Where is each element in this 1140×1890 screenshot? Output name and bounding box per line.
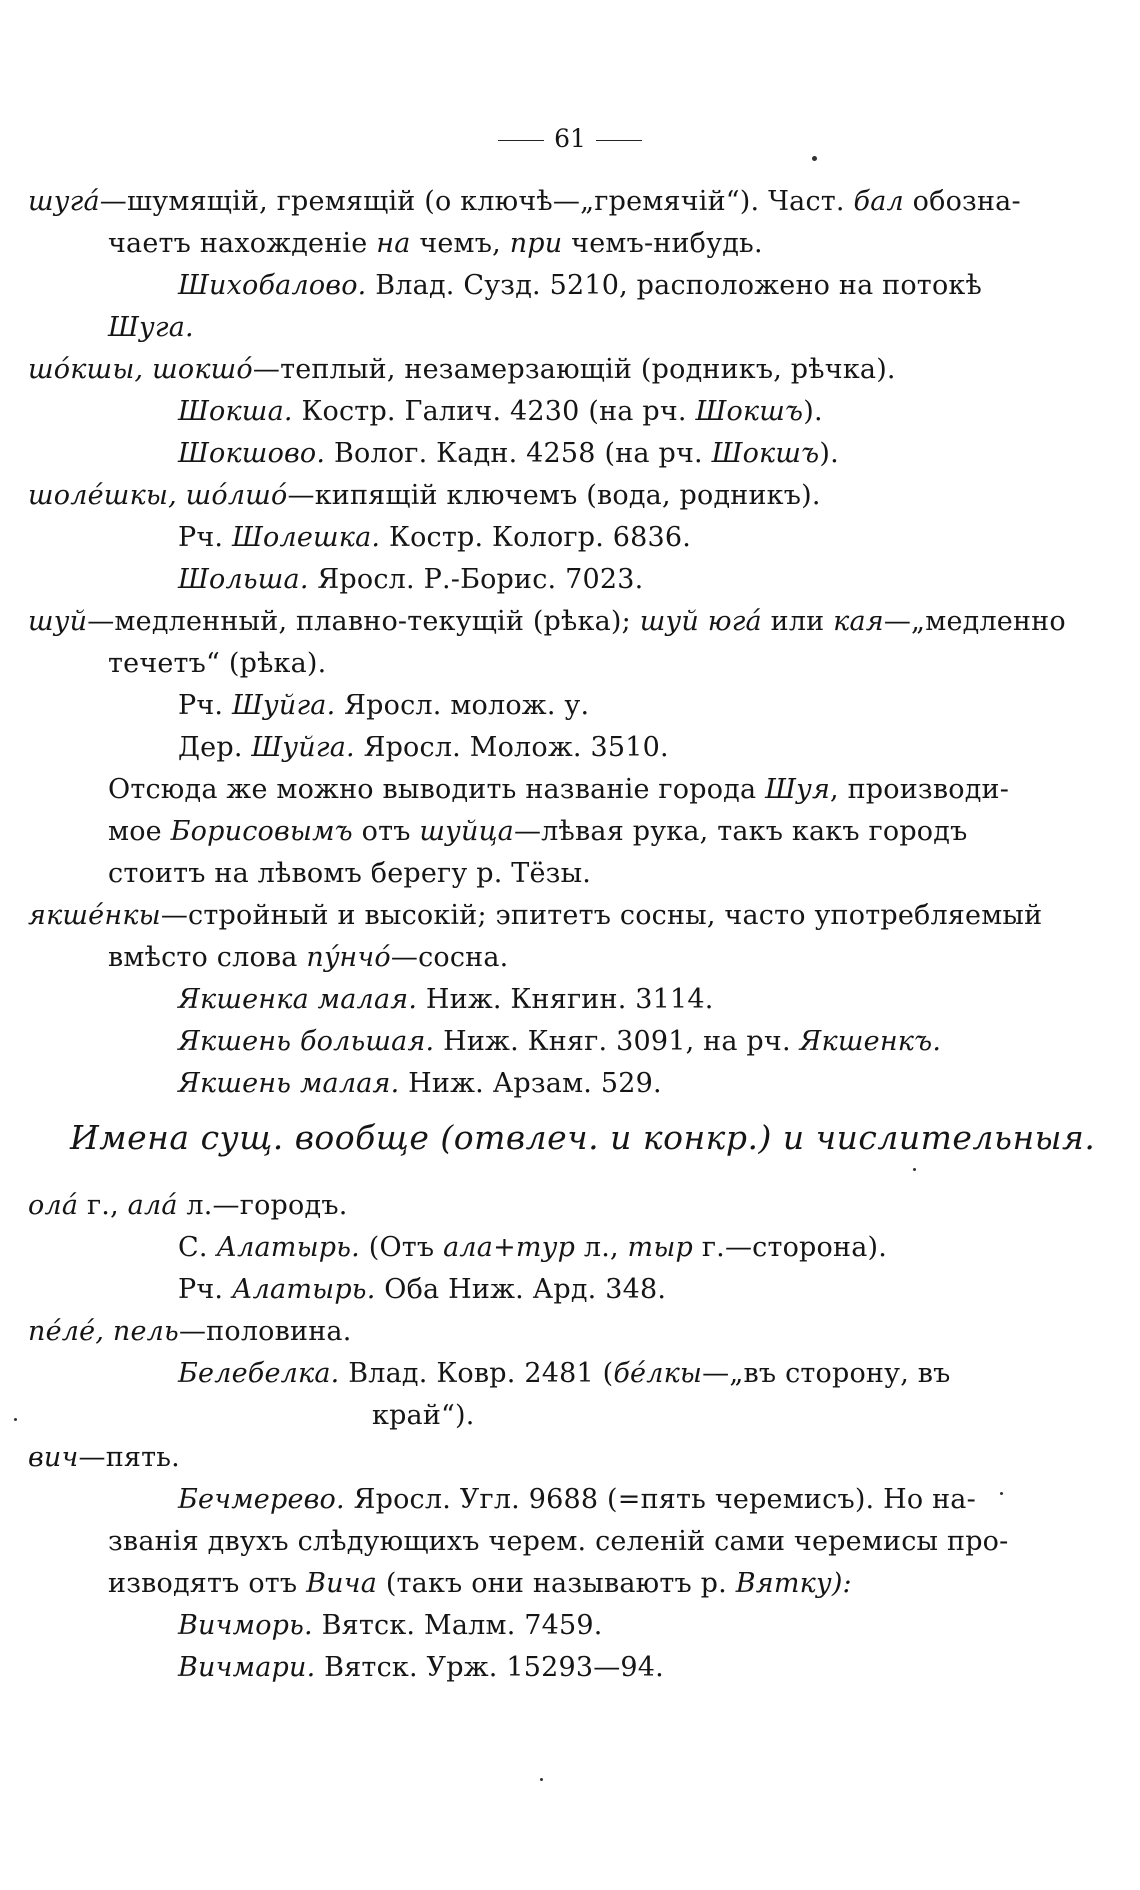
text-run: Рч.	[178, 690, 232, 721]
text-line	[108, 1522, 1008, 1562]
text-run: чемъ,	[410, 228, 510, 259]
scan-speck	[540, 1778, 543, 1781]
headword: шолéшкы, шóлшó	[28, 480, 288, 511]
text-line	[178, 434, 839, 474]
text-run: —теплый, незамерзающій (родникъ, рѣчка).	[252, 354, 896, 385]
text-run: Волог. Кадн. 4258 (на рч.	[325, 438, 712, 469]
headword: шóкшы, шокшó	[28, 354, 253, 385]
text-run: Вятск. Малм. 7459.	[312, 1610, 603, 1641]
section-title: Имена сущ. вообще (отвлеч. и конкр.) и числительныя.	[70, 1118, 1096, 1157]
text-line	[28, 896, 1042, 936]
text-line	[28, 182, 1021, 222]
text-line	[178, 686, 589, 726]
text-run: —половина.	[178, 1316, 352, 1347]
text-run: —шумящій, гремящій (о ключѣ—„гремячій“). Част.	[99, 186, 854, 217]
text-run: течетъ“ (рѣка).	[108, 648, 327, 679]
text-run: Костр. Галич. 4230 (на рч.	[292, 396, 696, 427]
text-line	[108, 1564, 852, 1604]
text-run: стоитъ на лѣвомъ берегу р. Тёзы.	[108, 858, 592, 889]
text-run: —„въ сторону, въ	[702, 1358, 951, 1389]
text-run: Вятск. Урж. 15293—94.	[315, 1652, 664, 1683]
italic-word: пýнчó	[306, 942, 391, 973]
text-line	[178, 1648, 664, 1688]
text-line	[178, 980, 714, 1020]
page-number: 61	[554, 124, 586, 153]
italic-word: шуйцa	[419, 816, 514, 847]
place-name: Шолешка.	[231, 522, 381, 553]
text-run: званія двухъ слѣдующихъ черем. селеній сами черемисы про-	[108, 1526, 1009, 1557]
text-run: Яросл. молож. у.	[335, 690, 590, 721]
header-dash-right	[596, 140, 642, 141]
place-name: Вичморь.	[178, 1610, 313, 1641]
italic-word: Шуя	[765, 774, 831, 805]
text-line	[108, 224, 763, 264]
text-line	[178, 560, 643, 600]
text-run: Яросл. Угл. 9688 (=пять черемисъ). Но на-	[344, 1484, 976, 1515]
text-line	[178, 1064, 662, 1104]
text-run: обозна-	[903, 186, 1021, 217]
text-run: Яросл. Р.-Борис. 7023.	[308, 564, 644, 595]
italic-word: на	[376, 228, 411, 259]
text-run: чемъ-нибудь.	[562, 228, 763, 259]
text-line	[178, 1606, 603, 1646]
text-run: л.—городъ.	[177, 1190, 348, 1221]
place-name: Шуйга.	[231, 690, 336, 721]
text-run: (Отъ	[359, 1232, 444, 1263]
text-line	[28, 1312, 352, 1352]
scan-speck	[1000, 1492, 1003, 1495]
text-line	[178, 266, 982, 306]
text-run: Ниж. Арзам. 529.	[399, 1068, 662, 1099]
place-name: Якшенка малая.	[178, 984, 418, 1015]
place-name: Шихобалово.	[178, 270, 367, 301]
text-line	[108, 644, 326, 684]
italic-word: тыр	[627, 1232, 694, 1263]
text-run: —медленный, плавно-текущій (рѣка);	[87, 606, 640, 637]
italic-word: при	[509, 228, 563, 259]
italic-word: Вятку):	[735, 1568, 852, 1599]
place-name: Алатырь.	[231, 1274, 376, 1305]
text-line	[178, 728, 669, 768]
scan-speck	[14, 1418, 17, 1421]
text-run: л.,	[575, 1232, 628, 1263]
text-run: ).	[819, 438, 839, 469]
text-run: край“).	[372, 1400, 475, 1431]
headword: шугá	[28, 186, 100, 217]
text-run: —„медленно	[883, 606, 1066, 637]
text-run: Рч.	[178, 1274, 232, 1305]
italic-word: Вича	[306, 1568, 378, 1599]
text-run: —сосна.	[390, 942, 509, 973]
text-run: Отсюда же можно выводить названіе города	[108, 774, 766, 805]
text-run: Ниж. Княг. 3091, на рч.	[434, 1026, 800, 1057]
headword: олá	[28, 1190, 79, 1221]
text-run: г.—сторона).	[693, 1232, 888, 1263]
page-header	[0, 122, 1140, 156]
text-line	[28, 602, 1066, 642]
text-run: отъ	[352, 816, 420, 847]
text-line	[28, 1186, 347, 1226]
italic-word: Борисовымъ	[170, 816, 353, 847]
text-line	[178, 392, 823, 432]
text-line	[178, 1022, 941, 1062]
italic-word: Шокшъ	[695, 396, 804, 427]
italic-word: бéлкы	[613, 1358, 703, 1389]
text-run: Дер.	[178, 732, 252, 763]
text-line	[178, 1228, 887, 1268]
text-run: Ниж. Княгин. 3114.	[417, 984, 714, 1015]
text-run: Оба Ниж. Ард. 348.	[375, 1274, 667, 1305]
italic-word: кая	[833, 606, 884, 637]
headword: вич	[28, 1442, 79, 1473]
text-run: —лѣвая рука, такъ какъ городъ	[513, 816, 968, 847]
place-name: Вичмари.	[178, 1652, 316, 1683]
text-run: —кипящій ключемъ (вода, родникъ).	[287, 480, 821, 511]
scan-speck	[812, 156, 817, 161]
italic-word: бал	[853, 186, 904, 217]
text-run: Влад. Ковр. 2481 (	[339, 1358, 614, 1389]
text-run: —пять.	[78, 1442, 180, 1473]
text-run: вмѣсто слова	[108, 942, 307, 973]
place-name: Шуйга.	[251, 732, 355, 763]
text-run: (такъ они называютъ р.	[377, 1568, 736, 1599]
text-run: , производи-	[830, 774, 1010, 805]
text-run: изводятъ отъ	[108, 1568, 307, 1599]
text-line	[178, 1480, 976, 1520]
text-line	[108, 854, 591, 894]
text-run: г.,	[78, 1190, 128, 1221]
place-name: Шольша.	[178, 564, 309, 595]
italic-word: алá	[127, 1190, 178, 1221]
italic-word: шуй югá	[639, 606, 762, 637]
text-line	[108, 812, 967, 852]
headword: пéлé, пель	[28, 1316, 179, 1347]
text-line	[178, 1270, 666, 1310]
text-line	[372, 1396, 475, 1436]
italic-word: ала+тур	[443, 1232, 576, 1263]
text-line	[28, 476, 821, 516]
place-name: Шокшово.	[178, 438, 326, 469]
place-name: Бечмерево.	[178, 1484, 345, 1515]
text-run: Костр. Кологр. 6836.	[380, 522, 692, 553]
place-name: Якшень большая.	[178, 1026, 435, 1057]
text-run: Яросл. Молож. 3510.	[354, 732, 669, 763]
headword: якшéнкы	[28, 900, 161, 931]
italic-word: Шокшъ	[711, 438, 820, 469]
scan-speck	[913, 1168, 916, 1171]
place-name: Алатырь.	[216, 1232, 360, 1263]
text-run: мое	[108, 816, 171, 847]
place-name: Якшень малая.	[178, 1068, 400, 1099]
header-dash-left	[498, 140, 544, 141]
text-run: Рч.	[178, 522, 232, 553]
text-line	[28, 350, 896, 390]
italic-word: Якшенкъ.	[799, 1026, 942, 1057]
text-run: Влад. Сузд. 5210, расположено на потокѣ	[366, 270, 982, 301]
text-run: или	[761, 606, 834, 637]
place-name: Шокша.	[178, 396, 293, 427]
text-run: чаетъ нахожденіе	[108, 228, 377, 259]
text-line	[108, 938, 508, 978]
text-line	[28, 1438, 180, 1478]
text-run: —стройный и высокій; эпитетъ сосны, часто употребляемый	[160, 900, 1043, 931]
place-name: Шуга.	[108, 312, 194, 343]
text-run: ).	[803, 396, 823, 427]
text-line	[178, 1354, 951, 1394]
text-line	[178, 518, 691, 558]
headword: шуй	[28, 606, 88, 637]
text-line	[108, 770, 1009, 810]
place-name: Белебелка.	[178, 1358, 340, 1389]
text-run: С.	[178, 1232, 217, 1263]
text-line	[108, 308, 194, 348]
